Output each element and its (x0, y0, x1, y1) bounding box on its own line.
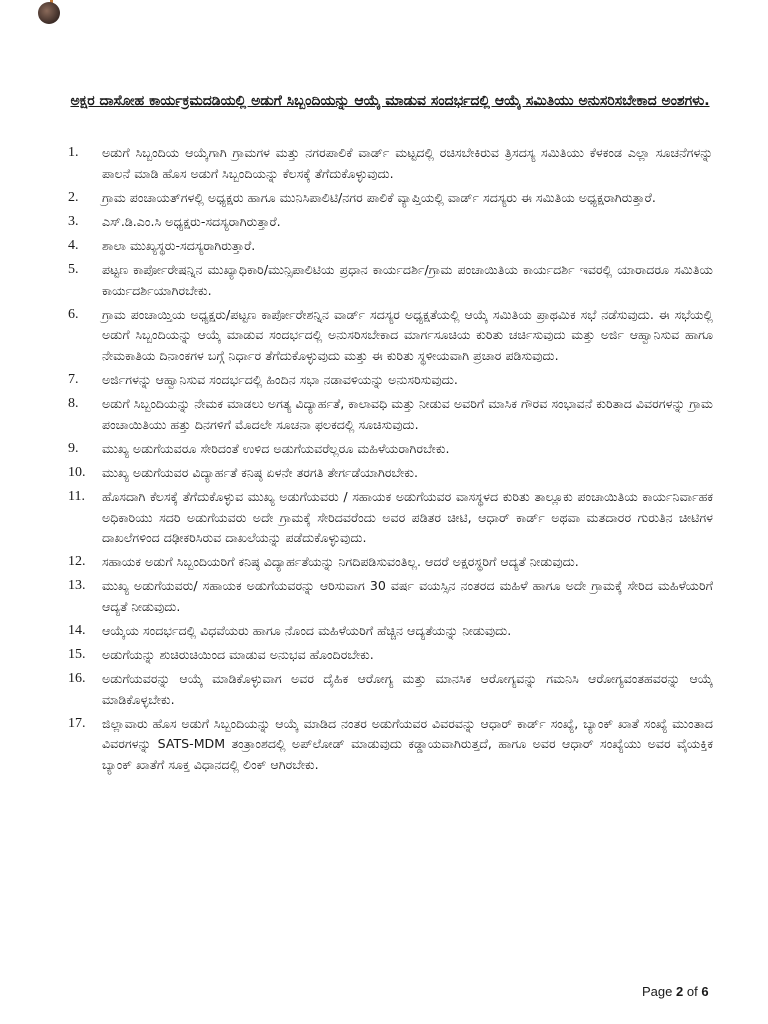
list-item (68, 188, 713, 209)
page-total: 6 (701, 984, 709, 999)
list-item-number: 16. (68, 671, 86, 687)
page-of-label: of (686, 984, 698, 999)
list-item-text: ಗ್ರಾಮ ಪಂಚಾಯ್ತಿಯ ಅಧ್ಯಕ್ಷರು/ಪಟ್ಟಣ ಕಾರ್ಪೋರೇಶನ್ನಿನ ವಾರ್ಡ್ ಸದಸ್ಯರ ಅಧ್ಯಕ್ಷತೆಯಲ್ಲಿ ಆಯ್ಕೆ ಸಮಿತಿಯ ಪ್ರಾಥಮಿಕ ಸಭೆ ನಡೆಸುವುದು. ಈ ಸಭೆಯಲ್ಲಿ ಅಡುಗೆ ಸಿಬ್ಬಂದಿಯನ್ನು ಆಯ್ಕೆ ಮಾಡುವ ಸಂದರ್ಭದಲ್ಲಿ ಅನುಸರಿಸಬೇಕಾದ ಮಾರ್ಗಸೂಚಿಯ ಕುರಿತು ಚರ್ಚಿಸುವುದು ಮತ್ತು ಅರ್ಜಿ ಆಹ್ವಾನಿಸುವ ಹಾಗೂ ನೇಮಕಾತಿಯ ದಿನಾಂಕಗಳ ಬಗ್ಗೆ ನಿರ್ಧಾರ ತೆಗೆದುಕೊಳ್ಳುವುದು ಮತ್ತು ಈ ಕುರಿತು ಸ್ಥಳೀಯವಾಗಿ ಪ್ರಚಾರ ಪಡಿಸುವುದು. (102, 306, 713, 363)
list-item-text: ಪಟ್ಟಣ ಕಾರ್ಪೋರೇಷನ್ನಿನ ಮುಖ್ಯಾಧಿಕಾರಿ/ಮುನ್ಸಿಪಾಲಿಟಿಯ ಪ್ರಧಾನ ಕಾರ್ಯದರ್ಶಿ/ಗ್ರಾಮ ಪಂಚಾಯಿತಿಯ ಕಾರ್ಯದರ್ಶಿ ಇವರಲ್ಲಿ ಯಾರಾದರೂ ಸಮಿತಿಯ ಕಾರ್ಯದರ್ಶಿಯಾಗಿರಬೇಕು. (102, 261, 713, 298)
guideline-list (68, 143, 713, 779)
list-item-number: 7. (68, 371, 79, 387)
page-label: Page (642, 984, 673, 999)
list-item-text: ಆಯ್ಕೆಯ ಸಂದರ್ಭದಲ್ಲಿ ವಿಧವೆಯರು ಹಾಗೂ ನೊಂದ ಮಹಿಳೆಯರಿಗೆ ಹೆಚ್ಚಿನ ಆದ್ಯತೆಯನ್ನು ನೀಡುವುದು. (102, 622, 512, 638)
list-item (68, 212, 713, 233)
list-item-text: ಎಸ್.ಡಿ.ಎಂ.ಸಿ ಅಧ್ಯಕ್ಷರು-ಸದಸ್ಯರಾಗಿರುತ್ತಾರೆ. (102, 213, 281, 229)
list-item-text: ಮುಖ್ಯ ಅಡುಗೆಯವರ ವಿದ್ಯಾರ್ಹತೆ ಕನಿಷ್ಠ ಏಳನೇ ತರಗತಿ ತೇರ್ಗಡೆಯಾಗಿರಬೇಕು. (102, 464, 418, 480)
list-item (68, 621, 713, 642)
list-item-number: 5. (68, 261, 79, 277)
list-item-text: ಹೊಸದಾಗಿ ಕೆಲಸಕ್ಕೆ ತೆಗೆದುಕೊಳ್ಳುವ ಮುಖ್ಯ ಅಡುಗೆಯವರು / ಸಹಾಯಕ ಅಡುಗೆಯವರ ವಾಸಸ್ಥಳದ ಕುರಿತು ತಾಲ್ಲೂಕು ಪಂಚಾಯಿತಿಯ ಕಾರ್ಯನಿರ್ವಾಹಕ ಅಧಿಕಾರಿಯು ಸದರಿ ಅಡುಗೆಯವರು ಅದೇ ಗ್ರಾಮಕ್ಕೆ ಸೇರಿದವರೆಂದು ಅವರ ಪಡಿತರ ಚೀಟಿ, ಆಧಾರ್ ಕಾರ್ಡ್ ಅಥವಾ ಮತದಾರರ ಗುರುತಿನ ಚೀಟಿಗಳ ದಾಖಲೆಗಳಿಂದ ದಢೀಕರಿಸಿರುವ ದಾಖಲೆಯನ್ನು ಪಡೆದುಕೊಳ್ಳುವುದು. (102, 488, 713, 546)
list-item-number: 12. (68, 554, 86, 570)
list-item-text: ಅಡುಗೆ ಸಿಬ್ಬಂದಿಯನ್ನು ನೇಮಕ ಮಾಡಲು ಅಗತ್ಯ ವಿದ್ಯಾರ್ಹತೆ, ಕಾಲಾವಧಿ ಮತ್ತು ನೀಡುವ ಅವರಿಗೆ ಮಾಸಿಕ ಗೌರವ ಸಂಭಾವನೆ ಕುರಿತಾದ ವಿವರಗಳನ್ನು ಗ್ರಾಮ ಪಂಚಾಯಿತಿಯು ಹತ್ತು ದಿನಗಳಿಗೆ ಮೊದಲೇ ಸೂಚನಾ ಫಲಕದಲ್ಲಿ ಸೂಚಿಸುವುದು. (102, 396, 713, 432)
list-item-number: 11. (68, 488, 85, 504)
list-item (68, 463, 713, 484)
list-item (68, 143, 713, 184)
list-item-number: 1. (68, 145, 79, 160)
list-item (68, 394, 713, 435)
list-item-number: 8. (68, 396, 79, 412)
list-item-number: 9. (68, 440, 79, 456)
list-item (68, 645, 713, 666)
list-item-text: ಮುಖ್ಯ ಅಡುಗೆಯವರು/ ಸಹಾಯಕ ಅಡುಗೆಯವರನ್ನು ಆರಿಸುವಾಗ 30 ವರ್ಷ ವಯಸ್ಸಿನ ನಂತರದ ಮಹಿಳೆ ಹಾಗೂ ಅದೇ ಗ್ರಾಮಕ್ಕೆ ಸೇರಿದ ಮಹಿಳೆಯರಿಗೆ ಆದ್ಯತೆ ನೀಡುವುದು. (102, 578, 713, 614)
list-item-text: ಮುಖ್ಯ ಅಡುಗೆಯವರೂ ಸೇರಿದಂತೆ ಉಳಿದ ಅಡುಗೆಯವರೆಲ್ಲರೂ ಮಹಿಳೆಯರಾಗಿರಬೇಕು. (102, 440, 450, 456)
list-item-text: ಗ್ರಾಮ ಪಂಚಾಯತ್‌ಗಳಲ್ಲಿ ಅಧ್ಯಕ್ಷರು ಹಾಗೂ ಮುನಿಸಿಪಾಲಿಟಿ/ನಗರ ಪಾಲಿಕೆ ವ್ಯಾಪ್ತಿಯಲ್ಲಿ ವಾರ್ಡ್ ಸದಸ್ಯರು ಈ ಸಮಿತಿಯ ಅಧ್ಯಕ್ಷರಾಗಿರುತ್ತಾರೆ. (102, 189, 656, 205)
list-item (68, 487, 713, 549)
list-item-number: 3. (68, 213, 79, 229)
list-item (68, 370, 713, 391)
document-title: ಅಕ್ಷರ ದಾಸೋಹ ಕಾರ್ಯಕ್ರಮದಡಿಯಲ್ಲಿ ಅಡುಗೆ ಸಿಬ್ಬಂದಿಯನ್ನು ಆಯ್ಕೆ ಮಾಡುವ ಸಂದರ್ಭದಲ್ಲಿ ಆಯ್ಕೆ ಸಮಿತಿಯು ಅನುಸರಿಸಬೇಕಾದ ಅಂಶಗಳು. (70, 93, 710, 109)
list-item (68, 669, 713, 710)
list-item-number: 4. (68, 237, 79, 253)
pushpin-icon (38, 2, 60, 24)
list-item-number: 6. (68, 306, 79, 322)
list-item (68, 260, 713, 301)
list-item-number: 17. (68, 715, 86, 731)
list-item-text: ಜಿಲ್ಲಾವಾರು ಹೊಸ ಅಡುಗೆ ಸಿಬ್ಬಂದಿಯನ್ನು ಆಯ್ಕೆ ಮಾಡಿದ ನಂತರ ಅಡುಗೆಯವರ ವಿವರವನ್ನು ಆಧಾರ್ ಕಾರ್ಡ್ ಸಂಖ್ಯೆ, ಬ್ಯಾಂಕ್ ಖಾತೆ ಸಂಖ್ಯೆ ಮುಂತಾದ ವಿವರಗಳನ್ನು SATS-MDM ತಂತ್ರಾಂಶದಲ್ಲಿ ಅಪ್‌ಲೋಡ್ ಮಾಡುವುದು ಕಡ್ಡಾಯವಾಗಿರುತ್ತದೆ, ಹಾಗೂ ಅವರ ಆಧಾರ್ ಸಂಖ್ಯೆಯು ಅವರ ವೈಯಕ್ತಿಕ ಬ್ಯಾಂಕ್ ಖಾತೆಗೆ ಸೂಕ್ತ ವಿಧಾನದಲ್ಲಿ ಲಿಂಕ್ ಆಗಿರಬೇಕು. (102, 715, 713, 773)
list-item-number: 10. (68, 464, 86, 480)
page-number (642, 984, 709, 999)
list-item (68, 236, 713, 257)
list-item-number: 14. (68, 622, 86, 638)
list-item-text: ಅಡುಗೆಯವರನ್ನು ಆಯ್ಕೆ ಮಾಡಿಕೊಳ್ಳುವಾಗ ಅವರ ದೈಹಿಕ ಆರೋಗ್ಯ ಮತ್ತು ಮಾನಸಿಕ ಆರೋಗ್ಯವನ್ನು ಗಮನಿಸಿ ಆರೋಗ್ಯವಂತಹವರನ್ನು ಆಯ್ಕೆ ಮಾಡಿಕೊಳ್ಳಬೇಕು. (102, 671, 713, 707)
list-item (68, 439, 713, 460)
list-item-number: 15. (68, 647, 86, 663)
list-item-text: ಅಡುಗೆಯನ್ನು ಶುಚಿರುಚಿಯಿಂದ ಮಾಡುವ ಅನುಭವ ಹೊಂದಿರಬೇಕು. (102, 647, 374, 663)
list-item-text: ಅರ್ಜಿಗಳನ್ನು ಆಹ್ವಾನಿಸುವ ಸಂದರ್ಭದಲ್ಲಿ ಹಿಂದಿನ ಸಭಾ ನಡಾವಳಿಯನ್ನು ಅನುಸರಿಸುವುದು. (102, 371, 458, 387)
list-item-text: ಸಹಾಯಕ ಅಡುಗೆ ಸಿಬ್ಬಂದಿಯರಿಗೆ ಕನಿಷ್ಠ ವಿದ್ಯಾರ್ಹತೆಯನ್ನು ನಿಗದಿಪಡಿಸುವಂತಿಲ್ಲ. ಆದರೆ ಅಕ್ಷರಸ್ಥರಿಗೆ ಆದ್ಯತೆ ನೀಡುವುದು. (102, 554, 579, 570)
list-item (68, 552, 713, 573)
list-item-text: ಶಾಲಾ ಮುಖ್ಯಸ್ಥರು-ಸದಸ್ಯರಾಗಿರುತ್ತಾರೆ. (102, 237, 256, 253)
list-item-text: ಅಡುಗೆ ಸಿಬ್ಬಂದಿಯ ಆಯ್ಕೆಗಾಗಿ ಗ್ರಾಮಗಳ ಮತ್ತು ನಗರಪಾಲಿಕೆ ವಾರ್ಡ್ ಮಟ್ಟದಲ್ಲಿ ರಚಿಸಬೇಕಿರುವ ತ್ರಿಸದಸ್ಯ ಸಮಿತಿಯು ಕೆಳಕಂಡ ಎಲ್ಲಾ ಸೂಚನೆಗಳನ್ನು ಪಾಲನೆ ಮಾಡಿ ಹೊಸ ಅಡುಗೆ ಸಿಬ್ಬಂದಿಯನ್ನು ಕೆಲಸಕ್ಕೆ ತೆಗೆದುಕೊಳ್ಳುವುದು. (102, 145, 713, 181)
list-item (68, 576, 713, 617)
page-current: 2 (676, 984, 684, 999)
list-item (68, 305, 713, 367)
list-item-number: 2. (68, 189, 79, 205)
list-item-number: 13. (68, 578, 86, 594)
list-item (68, 714, 713, 776)
